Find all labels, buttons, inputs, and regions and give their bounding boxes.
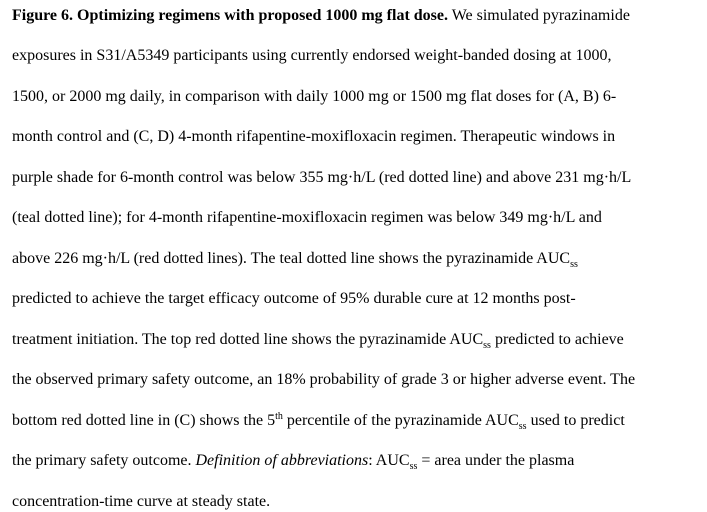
caption-text: the observed primary safety outcome, an 18% probability of grade 3 or higher adverse event. The [12, 371, 636, 388]
caption-line-7 [12, 249, 578, 271]
subscript-ss: ss [409, 461, 418, 472]
caption-text: used to predict [526, 412, 625, 429]
caption-text: bottom red dotted line in (C) shows the 5 [12, 412, 276, 429]
caption-text: exposures in S31/A5349 participants using currently endorsed weight-banded dosing at 1000, [12, 47, 612, 64]
caption-text: predicted to achieve the target efficacy outcome of 95% durable cure at 12 months post- [12, 290, 576, 307]
caption-line-12 [12, 451, 574, 473]
caption-text: treatment initiation. The top red dotted line shows the pyrazinamide AUC [12, 331, 484, 348]
caption-line-11 [12, 411, 625, 433]
caption-line-8 [12, 289, 576, 309]
figure-label: Figure 6. Optimizing regimens with proposed 1000 mg flat dose. [12, 7, 448, 24]
caption-line-9 [12, 330, 624, 352]
caption-text: 1500, or 2000 mg daily, in comparison with daily 1000 mg or 1500 mg flat doses for (A, B) 6- [12, 88, 617, 105]
caption-line-6 [12, 208, 602, 228]
caption-line-2 [12, 46, 611, 66]
caption-text: = area under the plasma [417, 452, 575, 469]
caption-line-4 [12, 127, 615, 147]
abbreviations-heading: Definition of abbreviations [195, 452, 369, 469]
subscript-ss: ss [518, 421, 527, 432]
caption-text: month control and (C, D) 4-month rifapentine-moxifloxacin regimen. Therapeutic windows in [12, 128, 616, 145]
caption-text: purple shade for 6-month control was below 355 mg·h/L (red dotted line) and above 231 mg·h/L [12, 169, 632, 186]
caption-text: : AUC [368, 452, 410, 469]
caption-text: predicted to achieve [490, 331, 624, 348]
caption-line-13 [12, 492, 270, 512]
caption-text: We simulated pyrazinamide [448, 7, 630, 24]
caption-line-1 [12, 6, 630, 26]
caption-text: (teal dotted line); for 4-month rifapentine-moxifloxacin regimen was below 349 mg·h/L and [12, 209, 602, 226]
caption-line-3 [12, 87, 616, 107]
caption-text: percentile of the pyrazinamide AUC [282, 412, 519, 429]
caption-text: above 226 mg·h/L (red dotted lines). The teal dotted line shows the pyrazinamide AUC [12, 250, 571, 267]
caption-line-10 [12, 370, 635, 390]
superscript-th: th [275, 411, 283, 422]
subscript-ss: ss [570, 259, 578, 270]
caption-line-5 [12, 168, 631, 188]
caption-text: concentration-time curve at steady state. [12, 493, 271, 510]
subscript-ss: ss [483, 340, 491, 351]
caption-text: the primary safety outcome. [12, 452, 196, 469]
